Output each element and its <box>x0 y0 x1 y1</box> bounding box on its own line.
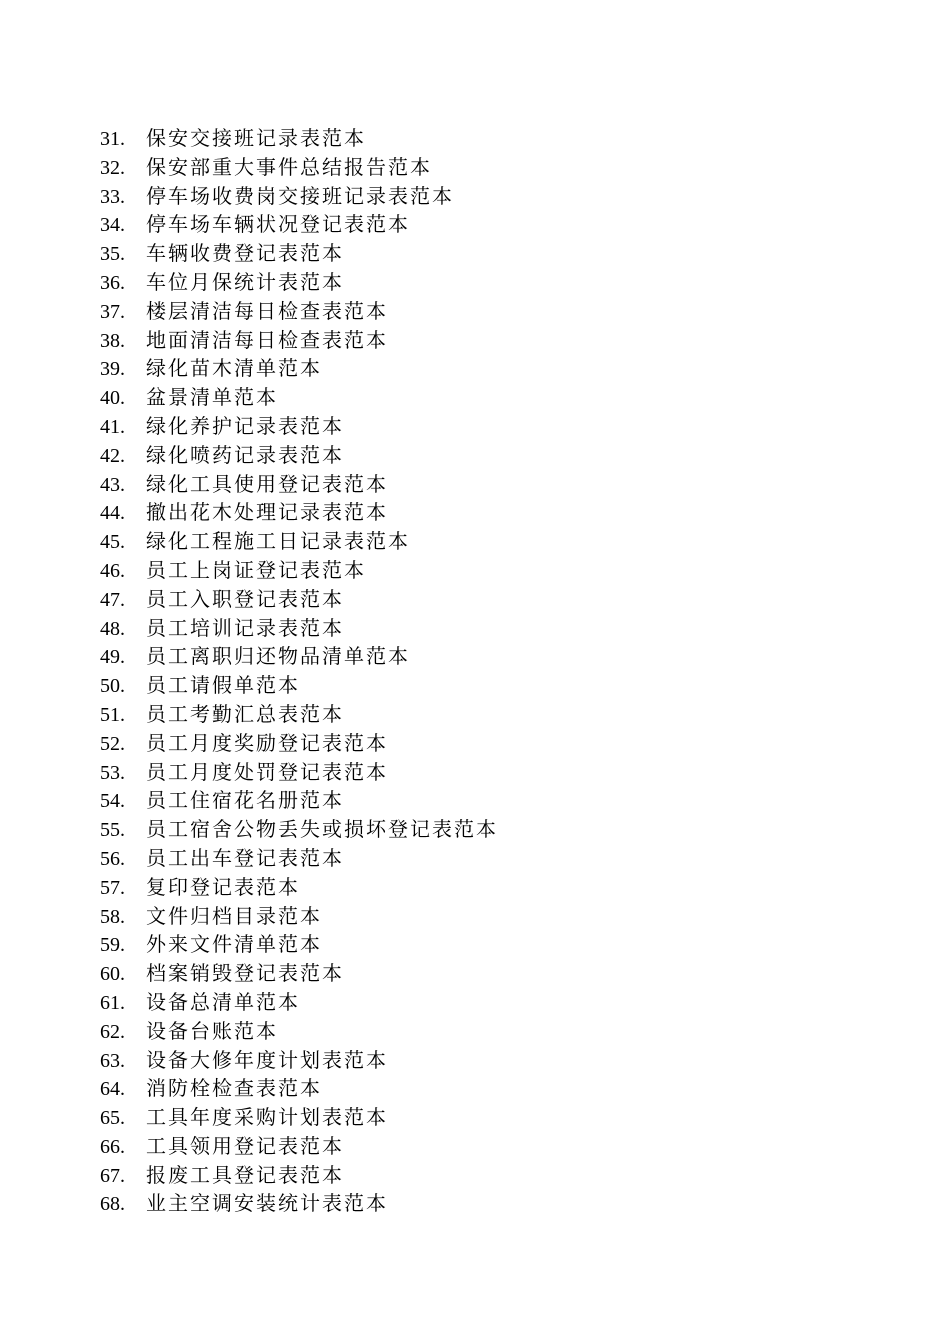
list-item <box>100 124 498 153</box>
list-item <box>100 1017 498 1046</box>
list-item <box>100 239 498 268</box>
list-item-number: 31. <box>100 128 125 150</box>
list-item-number: 44. <box>100 502 125 525</box>
list-item <box>100 326 498 355</box>
list-item-title: 盆景清单范本 <box>146 385 278 410</box>
list-item-number: 60. <box>100 963 125 986</box>
list-item-title: 地面清洁每日检查表范本 <box>146 327 388 352</box>
list-item <box>100 959 498 988</box>
list-item-number: 57. <box>100 876 125 899</box>
list-item <box>100 729 498 758</box>
list-item-number: 65. <box>100 1107 125 1130</box>
list-item-number: 43. <box>100 473 125 496</box>
list-item-number: 36. <box>100 271 125 294</box>
list-item-title: 外来文件清单范本 <box>146 932 322 957</box>
list-item-number: 34. <box>100 214 125 237</box>
list-item-title: 报废工具登记表范本 <box>146 1162 344 1187</box>
list-item-title: 员工宿舍公物丢失或损坏登记表范本 <box>146 817 498 842</box>
list-item <box>100 297 498 326</box>
list-item-title: 员工出车登记表范本 <box>146 845 344 870</box>
list-item-title: 绿化养护记录表范本 <box>146 413 344 438</box>
list-item <box>100 412 498 441</box>
list-item <box>100 153 498 182</box>
list-item <box>100 988 498 1017</box>
list-item-title: 绿化喷药记录表范本 <box>146 442 344 467</box>
list-item-number: 62. <box>100 1020 125 1043</box>
list-item-number: 66. <box>100 1135 125 1158</box>
list-item-number: 55. <box>100 819 125 842</box>
list-item-number: 63. <box>100 1049 125 1072</box>
list-item-number: 38. <box>100 329 125 352</box>
list-item <box>100 930 498 959</box>
list-item-title: 员工月度处罚登记表范本 <box>146 759 388 784</box>
list-item-title: 设备台账范本 <box>146 1018 278 1043</box>
list-item-number: 39. <box>100 358 125 381</box>
list-item-number: 64. <box>100 1078 125 1101</box>
list-item <box>100 902 498 931</box>
list-item-number: 33. <box>100 185 125 208</box>
list-item <box>100 556 498 585</box>
list-item <box>100 758 498 787</box>
list-item-title: 消防栓检查表范本 <box>146 1076 322 1101</box>
list-item-title: 员工请假单范本 <box>146 673 300 698</box>
list-item-title: 员工住宿花名册范本 <box>146 788 344 813</box>
list-item <box>100 815 498 844</box>
list-item <box>100 470 498 499</box>
list-item-title: 员工培训记录表范本 <box>146 615 344 640</box>
list-item <box>100 383 498 412</box>
list-item <box>100 354 498 383</box>
list-item-title: 保安交接班记录表范本 <box>146 126 366 150</box>
list-item-number: 53. <box>100 761 125 784</box>
list-item-number: 42. <box>100 444 125 467</box>
list-item-number: 35. <box>100 243 125 266</box>
list-item-number: 52. <box>100 732 125 755</box>
list-item-number: 47. <box>100 588 125 611</box>
list-item-title: 停车场收费岗交接班记录表范本 <box>146 183 454 208</box>
list-item-title: 停车场车辆状况登记表范本 <box>146 212 410 237</box>
list-item-number: 49. <box>100 646 125 669</box>
list-item-title: 员工离职归还物品清单范本 <box>146 644 410 669</box>
list-item-number: 67. <box>100 1164 125 1187</box>
list-item-title: 保安部重大事件总结报告范本 <box>146 154 432 179</box>
list-item <box>100 498 498 527</box>
list-item <box>100 700 498 729</box>
list-item <box>100 1161 498 1190</box>
list-item-title: 工具年度采购计划表范本 <box>146 1105 388 1130</box>
list-item-title: 业主空调安装统计表范本 <box>146 1191 388 1216</box>
list-item-title: 员工月度奖励登记表范本 <box>146 730 388 755</box>
list-item <box>100 642 498 671</box>
list-item-number: 51. <box>100 703 125 726</box>
list-item-title: 撤出花木处理记录表范本 <box>146 500 388 525</box>
list-item <box>100 585 498 614</box>
list-item-number: 56. <box>100 847 125 870</box>
list-item <box>100 671 498 700</box>
list-item-number: 41. <box>100 415 125 438</box>
list-item-title: 楼层清洁每日检查表范本 <box>146 298 388 323</box>
list-item-number: 61. <box>100 991 125 1014</box>
list-item-title: 复印登记表范本 <box>146 874 300 899</box>
list-item-number: 68. <box>100 1193 125 1216</box>
list-item <box>100 873 498 902</box>
list-item-number: 58. <box>100 905 125 928</box>
list-item-title: 设备大修年度计划表范本 <box>146 1047 388 1072</box>
list-item-title: 员工入职登记表范本 <box>146 586 344 611</box>
list-item-title: 车位月保统计表范本 <box>146 269 344 294</box>
list-item <box>100 1189 498 1218</box>
list-item-number: 54. <box>100 790 125 813</box>
list-item-title: 绿化苗木清单范本 <box>146 356 322 381</box>
list-item-number: 59. <box>100 934 125 957</box>
list-item-number: 46. <box>100 559 125 582</box>
list-item <box>100 1103 498 1132</box>
list-item-number: 40. <box>100 387 125 410</box>
list-item-title: 绿化工程施工日记录表范本 <box>146 529 410 554</box>
list-item <box>100 210 498 239</box>
list-item <box>100 527 498 556</box>
list-item <box>100 614 498 643</box>
list-item <box>100 1046 498 1075</box>
list-item-title: 工具领用登记表范本 <box>146 1133 344 1158</box>
list-item-title: 车辆收费登记表范本 <box>146 241 344 266</box>
list-item <box>100 182 498 211</box>
list-item-number: 50. <box>100 675 125 698</box>
list-item <box>100 268 498 297</box>
list-item-number: 45. <box>100 531 125 554</box>
list-item-title: 档案销毁登记表范本 <box>146 961 344 986</box>
list-item-number: 48. <box>100 617 125 640</box>
list-item-title: 绿化工具使用登记表范本 <box>146 471 388 496</box>
list-item <box>100 786 498 815</box>
list-item <box>100 844 498 873</box>
list-item-title: 设备总清单范本 <box>146 989 300 1014</box>
list-item-title: 员工考勤汇总表范本 <box>146 701 344 726</box>
list-item <box>100 1132 498 1161</box>
list-item <box>100 1074 498 1103</box>
list-item-title: 员工上岗证登记表范本 <box>146 557 366 582</box>
list-item-title: 文件归档目录范本 <box>146 903 322 928</box>
list-item <box>100 441 498 470</box>
list-item-number: 37. <box>100 300 125 323</box>
template-list <box>100 124 498 1218</box>
list-item-number: 32. <box>100 156 125 179</box>
